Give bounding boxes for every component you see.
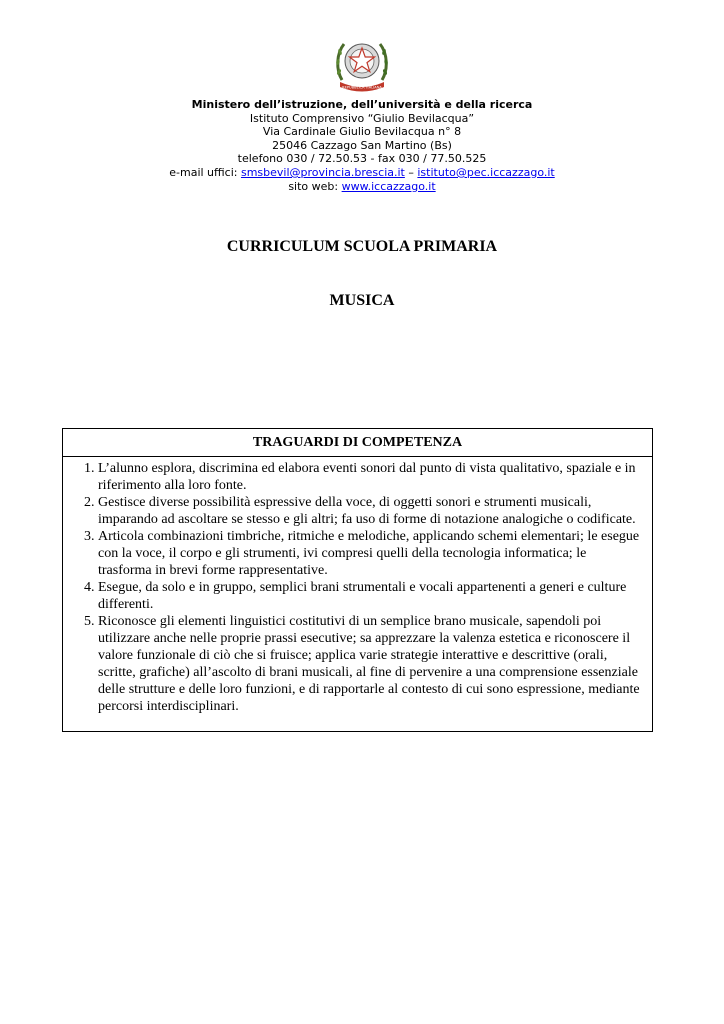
email-link-pec[interactable]: istituto@pec.iccazzago.it: [417, 165, 555, 179]
email-separator: –: [404, 165, 418, 179]
italian-republic-emblem-icon: [332, 32, 392, 96]
website-line: [0, 180, 724, 194]
institute-address: Via Cardinale Giulio Bevilacqua n° 8: [262, 125, 462, 139]
competences-list: [63, 457, 652, 715]
document-title: CURRICULUM SCUOLA PRIMARIA: [226, 238, 498, 255]
email-label: e-mail uffici:: [169, 165, 241, 179]
emblem-ribbon-text: REPUBBLICA ITALIANA: [342, 85, 382, 90]
website-label: sito web:: [288, 179, 342, 193]
institute-city: 25046 Cazzago San Martino (Bs): [272, 138, 452, 152]
list-item: 5. Riconosce gli elementi linguistici costitutivi di un semplice brano musicale, sapendoli poi utilizzare anche nelle proprie prassi esecutive; sa apprezzare la valenza estetica e riconoscere il valore funzionale di ciò che si fruisce; applica varie strategie interattive e descrittive (orali, scritte, grafiche) all’ascolto di brani musicali, al fine di pervenire a una comprensione essenziale delle strutture e delle loro funzioni, e di rapportarle al contesto di cui sono espressione, mediante percorsi interdisciplinari.: [98, 613, 642, 715]
email-link-offices[interactable]: smsbevil@provincia.brescia.it: [240, 165, 405, 179]
list-item: 2. Gestisce diverse possibilità espressive della voce, di oggetti sonori e strumenti musicali, imparando ad ascoltare se stesso e gli altri; fa uso di forme di notazione analogiche o codificate.: [98, 494, 642, 528]
institute-phone: telefono 030 / 72.50.53 - fax 030 / 77.50.525: [237, 152, 487, 166]
ministry-name: Ministero dell’istruzione, dell’università e della ricerca: [191, 98, 533, 111]
subject-title: MUSICA: [329, 292, 395, 309]
list-item: 4. Esegue, da solo e in gruppo, semplici brani strumentali e vocali appartenenti a generi e culture differenti.: [98, 579, 642, 613]
competences-table: [62, 428, 653, 732]
website-link[interactable]: www.iccazzago.it: [341, 179, 436, 193]
email-line: [0, 166, 724, 180]
competences-heading: TRAGUARDI DI COMPETENZA: [63, 429, 652, 457]
institution-header: [0, 98, 724, 193]
list-item: 1. L’alunno esplora, discrimina ed elabora eventi sonori dal punto di vista qualitativo, spaziale e in riferimento alla loro fonte.: [98, 460, 642, 494]
institute-name: Istituto Comprensivo “Giulio Bevilacqua”: [249, 111, 475, 125]
list-item: 3. Articola combinazioni timbriche, ritmiche e melodiche, applicando schemi elementari; le esegue con la voce, il corpo e gli strumenti, ivi compresi quelli della tecnologia informatica; le trasforma in brevi forme rappresentative.: [98, 528, 642, 579]
